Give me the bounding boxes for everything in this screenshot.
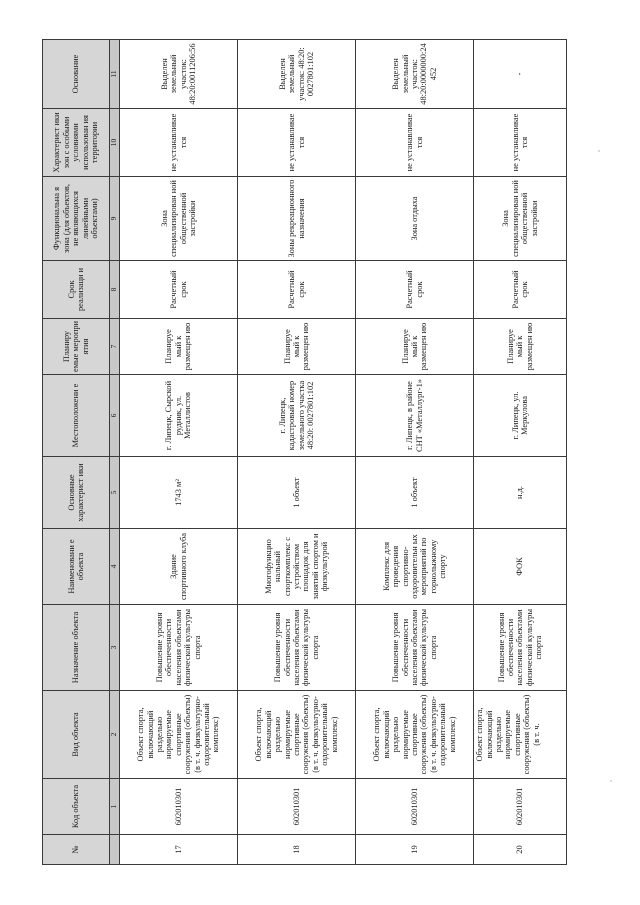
row-number: 18 xyxy=(238,835,356,865)
object-name: Многофункцио нальный спорткомплекс с устройством площадок для занятий спортом и физкультурой xyxy=(238,529,356,605)
planned-measures: Планируе мый к размещен ию xyxy=(120,319,238,375)
header-cell: Срок реализаци и xyxy=(43,261,110,319)
planned-measures: Планируе мый к размещен ию xyxy=(238,319,356,375)
row-number: 19 xyxy=(356,835,474,865)
object-name: ФОК xyxy=(474,529,567,605)
header-cell: Местоположени е xyxy=(43,375,110,457)
column-number: 1 xyxy=(110,779,120,835)
object-name: Комплекс для проведения спортивно-оздоровительн ых мероприятий по горнолыжному спорту xyxy=(356,529,474,605)
implementation-term: Расчетный срок xyxy=(120,261,238,319)
basis: Выделен земельный участок: 48:20: 0027801:102 xyxy=(238,40,356,109)
object-kind: Объект спорта, включающий раздельно нормируемые спортивные сооружения (объекты) (в т. ч. физкультурно-оздоровительный комплекс) xyxy=(356,691,474,779)
scan-speck xyxy=(598,150,600,152)
object-code: 602010301 xyxy=(356,779,474,835)
column-number: 8 xyxy=(110,261,120,319)
object-name: Здание спортивного клуба xyxy=(120,529,238,605)
column-number: 10 xyxy=(110,109,120,177)
header-cell: Код объекта xyxy=(43,779,110,835)
rotated-page xyxy=(42,40,567,865)
column-number: 6 xyxy=(110,375,120,457)
basis: Выделен земельный участок: 48:20:0011206:56 xyxy=(120,40,238,109)
object-location: г. Липецк, в районе СНТ «Металлург-1» xyxy=(356,375,474,457)
objects-table xyxy=(42,39,567,865)
column-number xyxy=(110,835,120,865)
special-conditions: не устанавливае тся xyxy=(356,109,474,177)
object-code: 602010301 xyxy=(238,779,356,835)
row-number: 20 xyxy=(474,835,567,865)
implementation-term: Расчетный срок xyxy=(474,261,567,319)
header-cell: Вид объекта xyxy=(43,691,110,779)
implementation-term: Расчетный срок xyxy=(238,261,356,319)
object-location: г. Липецк, Сырской рудник, ул. Металлистов xyxy=(120,375,238,457)
header-cell: № xyxy=(43,835,110,865)
header-cell: Планиру емые меропри ятия xyxy=(43,319,110,375)
row-number: 17 xyxy=(120,835,238,865)
object-purpose: Повышение уровня обеспеченности населения объектами физической культуры спорта xyxy=(120,605,238,691)
column-number-row xyxy=(110,40,120,865)
object-purpose: Повышение уровня обеспеченности населения объектами физической культуры спорта xyxy=(474,605,567,691)
basis: - xyxy=(474,40,567,109)
functional-zone: Зоны рекреационного назначения xyxy=(238,177,356,261)
object-kind: Объект спорта, включающий раздельно нормируемые спортивные сооружения (объекты) (в т. ч. физкультурно-оздоровительный комплекс) xyxy=(120,691,238,779)
column-number: 9 xyxy=(110,177,120,261)
header-cell: Функциональна я зона (для объектов, не являющихся линейными объектами) xyxy=(43,177,110,261)
column-number: 2 xyxy=(110,691,120,779)
object-kind: Объект спорта, включающий раздельно нормируемые спортивные сооружения (объекты) (в т. ч. физкультурно-оздоровительный комплекс) xyxy=(238,691,356,779)
column-number: 4 xyxy=(110,529,120,605)
special-conditions: не устанавливае тся xyxy=(120,109,238,177)
table-row xyxy=(356,40,474,865)
column-number: 7 xyxy=(110,319,120,375)
functional-zone: Зона специализирован ной общественной застройки xyxy=(474,177,567,261)
table-row xyxy=(474,40,567,865)
table-row xyxy=(120,40,238,865)
object-purpose: Повышение уровня обеспеченности населения объектами физической культуры спорта xyxy=(356,605,474,691)
object-kind: Объект спорта, включающий раздельно нормируемые спортивные сооружения (объекты) (в т. ч. xyxy=(474,691,567,779)
object-purpose: Повышение уровня обеспеченности населения объектами физической культуры спорта xyxy=(238,605,356,691)
header-cell: Характерист ики зон с особыми условиями использован ия территории xyxy=(43,109,110,177)
basis: Выделен земельный участок: 48:20:0000000:24452 xyxy=(356,40,474,109)
special-conditions: не устанавливае тся xyxy=(474,109,567,177)
object-characteristics: н.д. xyxy=(474,457,567,529)
column-number: 11 xyxy=(110,40,120,109)
header-row xyxy=(43,40,110,865)
header-cell: Назначение объекта xyxy=(43,605,110,691)
object-code: 602010301 xyxy=(474,779,567,835)
implementation-term: Расчетный срок xyxy=(356,261,474,319)
object-characteristics: 1 объект xyxy=(356,457,474,529)
scan-speck xyxy=(610,780,612,782)
planned-measures: Планируе мый к размещен ию xyxy=(356,319,474,375)
object-location: г. Липецк, ул. Меркулова xyxy=(474,375,567,457)
header-cell: Наименовани е объекта xyxy=(43,529,110,605)
object-code: 602010301 xyxy=(120,779,238,835)
special-conditions: не устанавливае тся xyxy=(238,109,356,177)
functional-zone: Зона специализирован ной общественной застройки xyxy=(120,177,238,261)
object-location: г. Липецк, кадастровый номер земельного участка 48:20: 0027801:102 xyxy=(238,375,356,457)
header-cell: Основание xyxy=(43,40,110,109)
table-row xyxy=(238,40,356,865)
column-number: 3 xyxy=(110,605,120,691)
object-characteristics: 1743 м² xyxy=(120,457,238,529)
header-cell: Основные характерист ики xyxy=(43,457,110,529)
object-characteristics: 1 объект xyxy=(238,457,356,529)
planned-measures: Планируе мый к размещен ию xyxy=(474,319,567,375)
functional-zone: Зона отдыха xyxy=(356,177,474,261)
column-number: 5 xyxy=(110,457,120,529)
